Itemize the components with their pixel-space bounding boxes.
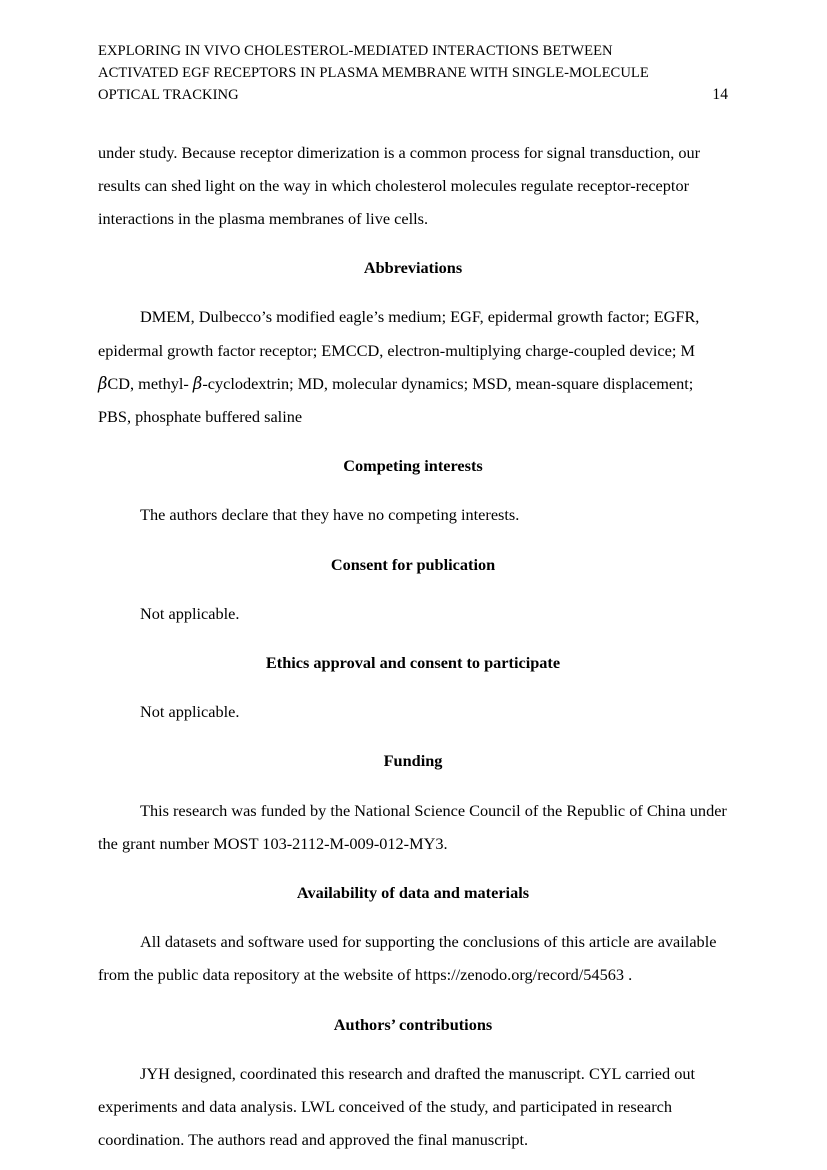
page-content-column	[98, 0, 728, 1156]
spacer	[98, 433, 728, 449]
paragraph-availability-of-data: All datasets and software used for supporting the conclusions of this article are available from the public data repository at the website of https://zenodo.org/record/54563 .	[98, 932, 717, 985]
spacer	[98, 235, 728, 251]
heading-competing-interests: Competing interests	[343, 456, 483, 476]
spacer	[98, 532, 728, 548]
paragraph-abbreviations	[98, 300, 728, 433]
spacer	[98, 992, 728, 1008]
heading-availability-of-data: Availability of data and materials	[296, 882, 530, 902]
spacer	[98, 909, 728, 925]
spacer	[98, 482, 728, 498]
spacer	[98, 581, 728, 597]
spacer	[98, 679, 728, 695]
spacer	[98, 778, 728, 794]
heading-abbreviations: Abbreviations	[363, 258, 463, 278]
heading-ethics-approval: Ethics approval and consent to participate	[265, 652, 561, 672]
running-header-line-3-row	[98, 84, 728, 107]
running-header-line-1: EXPLORING IN VIVO CHOLESTEROL-MEDIATED INTERACTIONS BETWEEN	[98, 43, 613, 59]
spacer	[98, 1041, 728, 1057]
continued-paragraph: under study. Because receptor dimerization is a common process for signal transduction, our results can shed light on the way in which cholesterol molecules regulate receptor-receptor interactions in the plasma membranes of live cells.	[98, 142, 701, 228]
spacer	[98, 630, 728, 646]
heading-authors-contributions: Authors’ contributions	[333, 1014, 493, 1034]
page-number: 14	[712, 86, 728, 103]
spacer	[98, 284, 728, 300]
beta-symbol-2: β	[192, 373, 203, 393]
abbrev-text-part-3: -cyclodextrin; MD, molecular dynamics; MSD, mean-square displacement; PBS, phosphate buffered saline	[98, 373, 694, 426]
beta-symbol-1: β	[98, 373, 108, 393]
running-header-line-3: OPTICAL TRACKING	[98, 87, 239, 103]
spacer	[98, 728, 728, 744]
heading-funding: Funding	[383, 751, 443, 771]
paragraph-funding: This research was funded by the National Science Council of the Republic of China under the grant number MOST 103-2112-M-009-012-MY3.	[98, 800, 727, 853]
document-body	[98, 136, 728, 1157]
paragraph-consent-for-publication: Not applicable.	[140, 603, 240, 623]
running-header-line-2: ACTIVATED EGF RECEPTORS IN PLASMA MEMBRANE WITH SINGLE-MOLECULE	[98, 64, 649, 81]
spacer	[98, 860, 728, 876]
heading-consent-for-publication: Consent for publication	[330, 554, 496, 574]
paragraph-ethics-approval: Not applicable.	[140, 702, 240, 722]
running-header	[98, 41, 728, 107]
abbrev-text-part-2: CD, methyl-	[107, 373, 193, 393]
paragraph-competing-interests: The authors declare that they have no competing interests.	[140, 505, 520, 525]
paragraph-authors-contributions: JYH designed, coordinated this research and drafted the manuscript. CYL carried out experiments and data analysis. LWL conceived of the study, and participated in research coordination. The authors read and approved the final manuscript.	[98, 1063, 696, 1150]
abbrev-text-part-1: DMEM, Dulbecco’s modified eagle’s medium; EGF, epidermal growth factor; EGFR, epidermal growth factor receptor; EMCCD, electron-multiplying charge-coupled device; M	[98, 307, 700, 360]
